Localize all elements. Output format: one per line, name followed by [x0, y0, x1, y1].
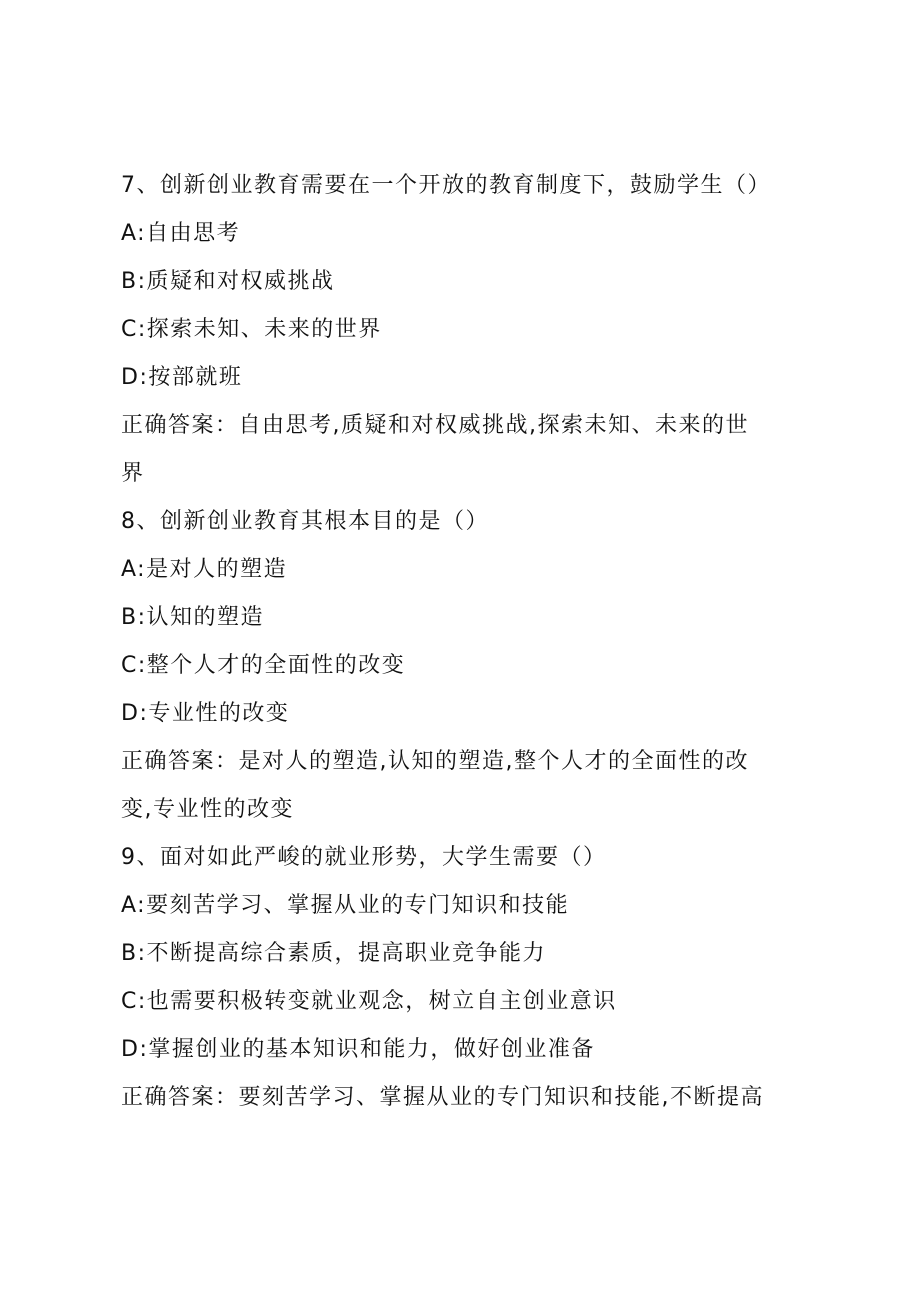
question-8-stem: 8、创新创业教育其根本目的是（）: [121, 509, 489, 534]
question-9-stem: 9、面对如此严峻的就业形势，大学生需要（）: [121, 845, 607, 870]
question-8-answer-line-1: 正确答案：是对人的塑造,认知的塑造,整个人才的全面性的改: [121, 749, 749, 774]
question-8-option-c: C:整个人才的全面性的改变: [121, 653, 406, 678]
question-7-option-d: D:按部就班: [121, 365, 243, 390]
question-8-answer-line-2: 变,专业性的改变: [121, 797, 294, 822]
question-9-option-a: A:要刻苦学习、掌握从业的专门知识和技能: [121, 893, 570, 918]
question-7-option-b: B:质疑和对权威挑战: [121, 269, 335, 294]
question-9-option-d: D:掌握创业的基本知识和能力，做好创业准备: [121, 1037, 595, 1062]
question-7-answer-line-2: 界: [121, 461, 145, 486]
question-7-option-c: C:探索未知、未来的世界: [121, 317, 382, 342]
question-7-stem: 7、创新创业教育需要在一个开放的教育制度下，鼓励学生（）: [121, 173, 771, 198]
question-9-option-b: B:不断提高综合素质，提高职业竞争能力: [121, 941, 547, 966]
question-9-answer-line-1: 正确答案：要刻苦学习、掌握从业的专门知识和技能,不断提高: [121, 1085, 764, 1110]
question-8-option-a: A:是对人的塑造: [121, 557, 288, 582]
question-list: [121, 162, 801, 1122]
question-7-answer-line-1: 正确答案：自由思考,质疑和对权威挑战,探索未知、未来的世: [121, 413, 749, 438]
question-9-option-c: C:也需要积极转变就业观念，树立自主创业意识: [121, 989, 617, 1014]
question-7-option-a: A:自由思考: [121, 221, 241, 246]
question-8-option-d: D:专业性的改变: [121, 701, 290, 726]
question-8-option-b: B:认知的塑造: [121, 605, 265, 630]
